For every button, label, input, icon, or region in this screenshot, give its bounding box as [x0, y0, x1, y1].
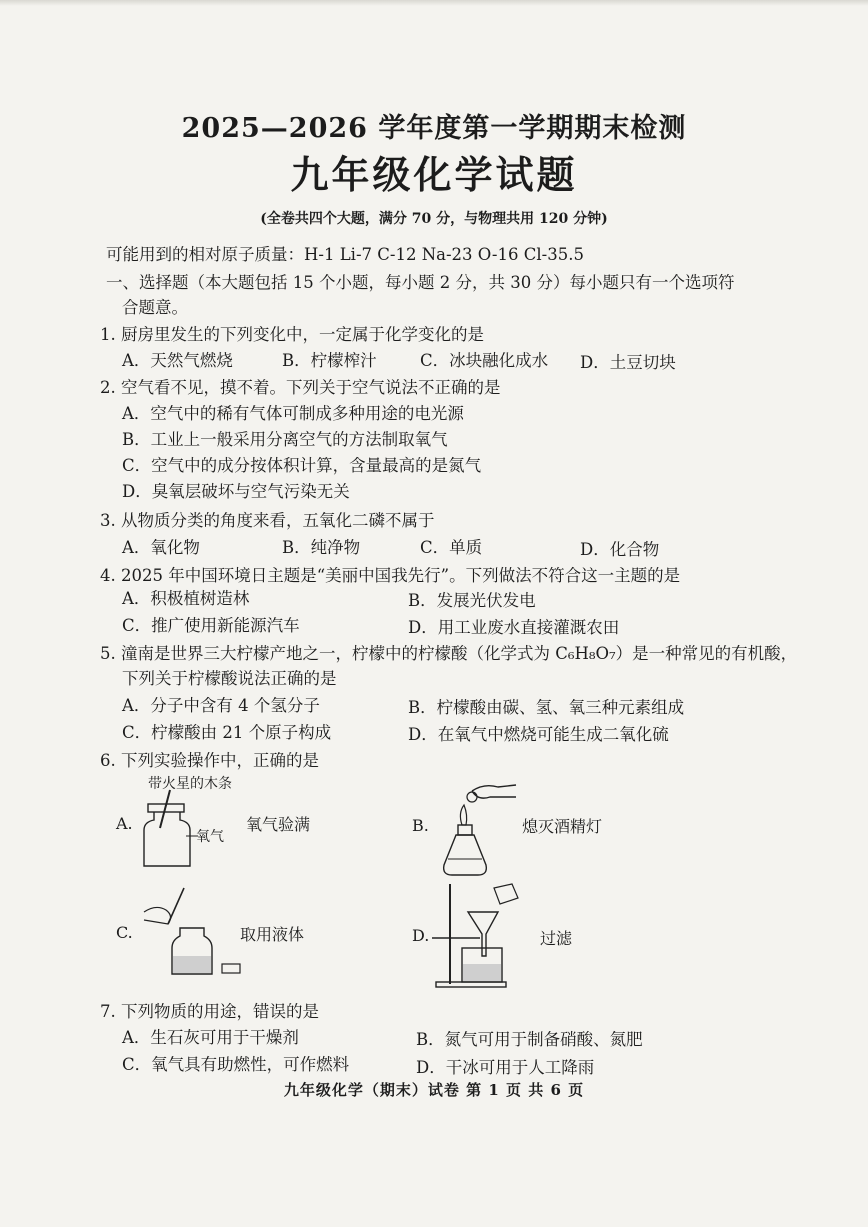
fig-a-label-oxygen: 氧气: [196, 829, 224, 845]
fig-a-bottle: [144, 812, 190, 866]
q3-option-b: B．纯净物: [282, 538, 361, 557]
fig-d-caption: 过滤: [540, 929, 573, 948]
q1-option-a: A．天然气燃烧: [122, 351, 233, 370]
fig-a-letter: A.: [116, 814, 133, 833]
question-3-stem: 3. 从物质分类的角度来看，五氧化二磷不属于: [100, 511, 435, 530]
q5-option-a: A．分子中含有 4 个氢分子: [122, 696, 320, 715]
fig-b-blow: [467, 792, 477, 802]
fig-d-letter: D.: [412, 926, 430, 945]
fig-d-pour-beaker: [494, 884, 518, 904]
q5-option-c: C．柠檬酸由 21 个原子构成: [122, 723, 332, 742]
q4-option-a: A．积极植树造林: [122, 589, 250, 608]
q1-option-d: D．土豆切块: [580, 353, 676, 372]
fig-d-filtrate: [463, 964, 501, 981]
q3-option-c: C．单质: [420, 538, 483, 557]
fig-b-alcohol-lamp-drawing: [432, 775, 522, 885]
fig-a-caption: 氧气验满: [246, 815, 311, 834]
question-2-stem: 2. 空气看不见，摸不着。下列关于空气说法不正确的是: [100, 378, 501, 397]
question-4-stem: 4. 2025 年中国环境日主题是“美丽中国我先行”。下列做法不符合这一主题的是: [100, 566, 681, 585]
scan-edge: [0, 0, 868, 6]
fig-b-caption: 熄灭酒精灯: [522, 817, 603, 836]
fig-d-stand-base: [436, 982, 506, 987]
section-heading: 一、选择题（本大题包括 15 个小题，每小题 2 分，共 30 分）每小题只有一个选项符: [106, 273, 735, 292]
q4-option-d: D．用工业废水直接灌溉农田: [408, 618, 620, 637]
q2-option-c: C．空气中的成分按体积计算，含量最高的是氮气: [122, 456, 482, 475]
section-heading-cont: 合题意。: [122, 298, 188, 317]
exam-note: (全卷共四个大题，满分 70 分，与物理共用 120 分钟): [260, 211, 608, 227]
q2-option-a: A．空气中的稀有气体可制成多种用途的电光源: [122, 404, 464, 423]
exam-title: 2025—2026 学年度第一学期期末检测: [181, 113, 687, 144]
q5-option-b: B．柠檬酸由碳、氢、氧三种元素组成: [408, 698, 685, 717]
fig-a-gas-bottle-drawing: [134, 788, 244, 870]
fig-a-stick: [160, 790, 170, 828]
q2-option-d: D．臭氧层破坏与空气污染无关: [122, 482, 350, 501]
fig-b-wick: [458, 825, 472, 835]
q5-option-d: D．在氧气中燃烧可能生成二氧化硫: [408, 725, 669, 744]
fig-b-letter: B.: [412, 816, 429, 835]
q3-option-d: D．化合物: [580, 540, 660, 559]
q1-option-c: C．冰块融化成水: [420, 351, 549, 370]
fig-b-hand: [472, 785, 516, 798]
fig-a-label-stick: 带火星的木条: [148, 776, 232, 792]
q7-option-c: C．氧气具有助燃性，可作燃料: [122, 1055, 350, 1074]
fig-c-caption: 取用液体: [240, 925, 305, 944]
q7-option-d: D．干冰可用于人工降雨: [416, 1058, 595, 1077]
fig-d-filtration-drawing: [428, 880, 538, 990]
fig-b-lamp-body: [444, 835, 487, 875]
q4-option-b: B．发展光伏发电: [408, 591, 536, 610]
exam-subject-title: 九年级化学试题: [290, 152, 578, 197]
question-6-stem: 6. 下列实验操作中，正确的是: [100, 751, 319, 770]
question-5-stem-cont: 下列关于柠檬酸说法正确的是: [122, 669, 337, 688]
q1-option-b: B．柠檬榨汁: [282, 351, 377, 370]
atomic-masses: 可能用到的相对原子质量：H-1 Li-7 C-12 Na-23 O-16 Cl-35.5: [106, 245, 584, 264]
fig-c-hand: [144, 907, 171, 924]
fig-c-stopper: [222, 964, 240, 973]
q7-option-b: B．氮气可用于制备硝酸、氮肥: [416, 1030, 643, 1049]
q7-option-a: A．生石灰可用于干燥剂: [122, 1028, 299, 1047]
q2-option-b: B．工业上一般采用分离空气的方法制取氧气: [122, 430, 448, 449]
question-5-stem: 5. 潼南是世界三大柠檬产地之一，柠檬中的柠檬酸（化学式为 C₆H₈O₇）是一种常见的有机酸，: [100, 644, 798, 663]
fig-c-letter: C.: [116, 923, 133, 942]
fig-c-liquid: [173, 956, 211, 973]
page-footer: 九年级化学（期末）试卷 第 1 页 共 6 页: [283, 1081, 585, 1099]
q4-option-c: C．推广使用新能源汽车: [122, 616, 300, 635]
question-1-stem: 1. 厨房里发生的下列变化中，一定属于化学变化的是: [100, 325, 484, 344]
fig-b-flame: [460, 805, 466, 825]
fig-c-reagent-bottle-drawing: [138, 884, 248, 978]
fig-d-funnel: [468, 912, 498, 956]
question-7-stem: 7. 下列物质的用途，错误的是: [100, 1002, 319, 1021]
q3-option-a: A．氧化物: [122, 538, 200, 557]
